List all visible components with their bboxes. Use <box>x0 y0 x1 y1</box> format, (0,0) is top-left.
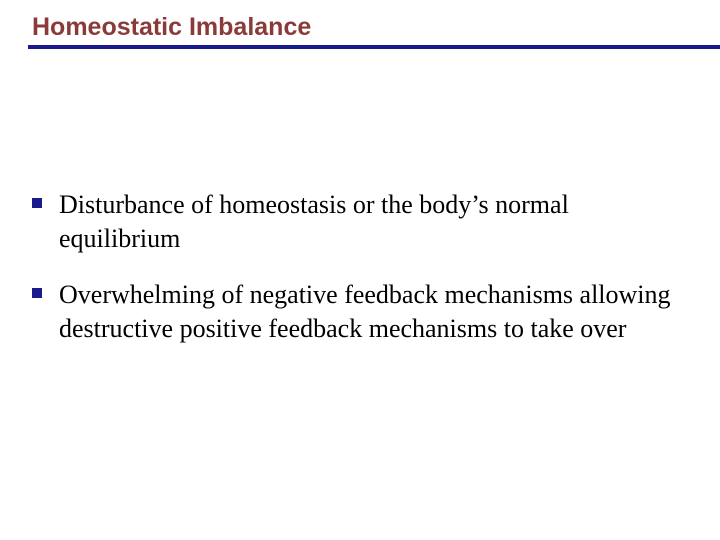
bullet-text: Disturbance of homeostasis or the body’s normal equilibrium <box>59 190 569 253</box>
bullet-item <box>30 278 690 346</box>
slide-title: Homeostatic Imbalance <box>32 13 312 41</box>
square-bullet-icon <box>32 198 42 208</box>
square-bullet-icon <box>32 288 42 298</box>
bullet-text: Overwhelming of negative feedback mechanisms allowing destructive positive feedback mechanisms to take over <box>59 280 671 343</box>
title-underline-rule <box>28 45 720 49</box>
bullet-list <box>30 188 690 368</box>
bullet-item <box>30 188 690 256</box>
